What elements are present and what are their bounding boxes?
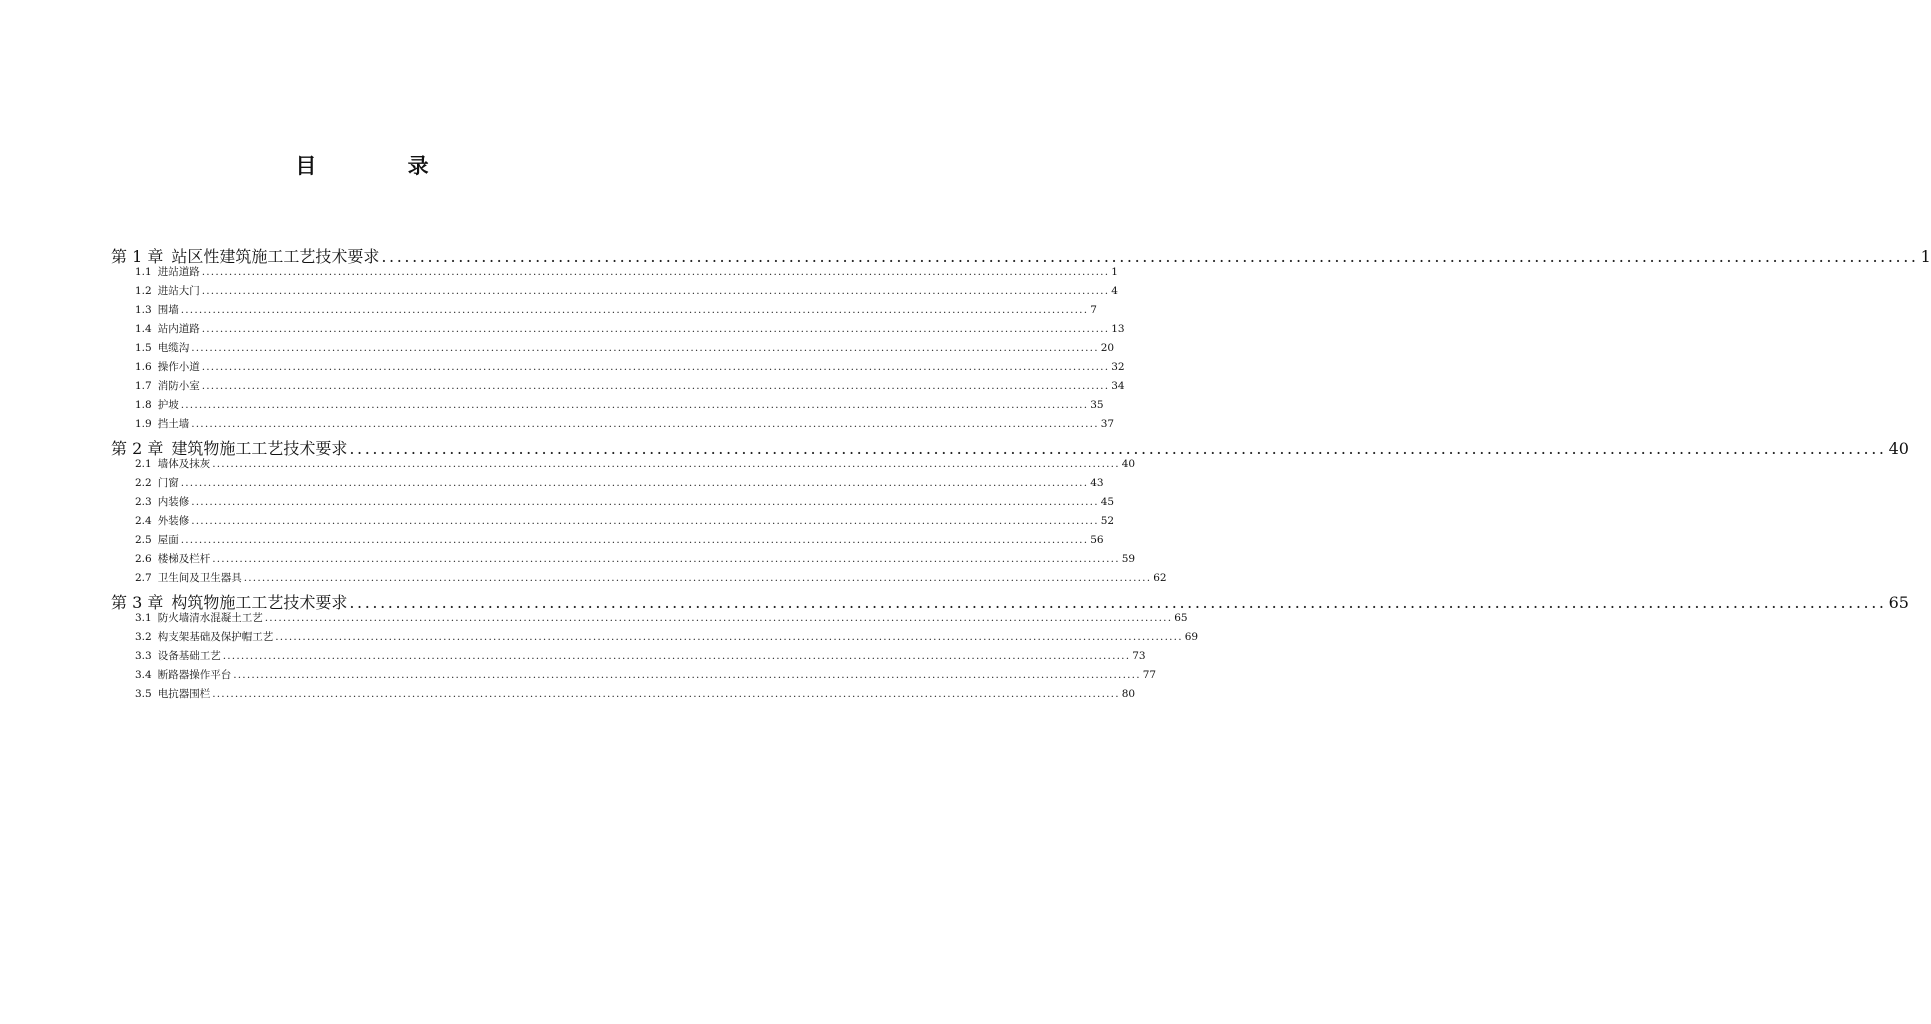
toc-section-entry[interactable] xyxy=(111,416,1115,435)
toc-entry-number: 1.2 xyxy=(135,285,152,297)
toc-chapter-entry[interactable] xyxy=(111,244,1931,266)
dot-leader: ........................................................................................................................................................................................................ xyxy=(349,593,1887,612)
dot-leader: ........................................................................................................................................................................................................ xyxy=(233,669,1141,681)
toc-section-entry[interactable] xyxy=(111,513,1115,532)
toc-entry-number: 1.1 xyxy=(135,266,152,278)
toc-section-entry[interactable] xyxy=(111,283,1118,302)
dot-leader: ........................................................................................................................................................................................................ xyxy=(180,399,1089,411)
toc-entry-label: 设备基础工艺 xyxy=(157,650,221,662)
toc-entry-label: 建筑物施工工艺技术要求 xyxy=(171,439,348,458)
dot-leader: ........................................................................................................................................................................................................ xyxy=(264,612,1173,624)
dot-leader: ........................................................................................................................................................................................................ xyxy=(191,342,1099,354)
dot-leader: ........................................................................................................................................................................................................ xyxy=(201,323,1110,335)
toc-section-entry[interactable] xyxy=(111,321,1125,340)
toc-entry-number: 2.7 xyxy=(135,572,152,584)
toc-entry-number: 第 3 章 xyxy=(111,593,164,612)
dot-leader: ........................................................................................................................................................................................................ xyxy=(275,631,1183,643)
toc-entry-page-number: 40 xyxy=(1888,439,1909,458)
toc-entry-number: 1.9 xyxy=(135,418,152,430)
dot-leader: ........................................................................................................................................................................................................ xyxy=(201,361,1110,373)
dot-leader: ........................................................................................................................................................................................................ xyxy=(381,247,1919,266)
toc-section-entry[interactable] xyxy=(111,648,1146,667)
toc-entry-number: 2.2 xyxy=(135,477,152,489)
toc-entry-number: 2.3 xyxy=(135,496,152,508)
toc-entry-number: 1.6 xyxy=(135,361,152,373)
toc-entry-page-number: 73 xyxy=(1132,650,1146,662)
toc-entry-page-number: 43 xyxy=(1090,477,1104,489)
toc-section-entry[interactable] xyxy=(111,475,1104,494)
toc-entry-page-number: 32 xyxy=(1111,361,1125,373)
toc-section-entry[interactable] xyxy=(111,667,1157,686)
toc-entry-label: 墙体及抹灰 xyxy=(157,458,211,470)
toc-entry-page-number: 77 xyxy=(1142,669,1157,681)
toc-section-entry[interactable] xyxy=(111,340,1115,359)
toc-entry-number: 2.4 xyxy=(135,515,152,527)
toc-section-entry[interactable] xyxy=(111,302,1097,321)
toc-section-entry[interactable] xyxy=(111,686,1136,705)
toc-section-entry[interactable] xyxy=(111,494,1115,513)
toc-entry-number: 3.3 xyxy=(135,650,152,662)
toc-section-entry[interactable] xyxy=(111,378,1125,397)
toc-entry-label: 电缆沟 xyxy=(157,342,190,354)
dot-leader: ........................................................................................................................................................................................................ xyxy=(349,439,1887,458)
toc-entry-number: 1.4 xyxy=(135,323,152,335)
toc-section-entry[interactable] xyxy=(111,570,1167,589)
toc-entry-number: 1.8 xyxy=(135,399,152,411)
toc-section-entry[interactable] xyxy=(111,551,1136,570)
toc-entry-label: 楼梯及栏杆 xyxy=(157,553,211,565)
toc-entry-page-number: 80 xyxy=(1121,688,1136,700)
toc-entry-number: 第 1 章 xyxy=(111,247,164,266)
toc-section-entry[interactable] xyxy=(111,397,1104,416)
dot-leader: ........................................................................................................................................................................................................ xyxy=(180,304,1089,316)
toc-entry-number: 1.3 xyxy=(135,304,152,316)
toc-entry-label: 构支架基础及保护帽工艺 xyxy=(157,631,274,643)
toc-entry-label: 断路器操作平台 xyxy=(157,669,232,681)
toc-entry-label: 站内道路 xyxy=(157,323,200,335)
toc-entry-page-number: 13 xyxy=(1111,323,1125,335)
toc-entry-label: 防火墙清水混凝土工艺 xyxy=(157,612,263,624)
dot-leader: ........................................................................................................................................................................................................ xyxy=(212,553,1120,565)
dot-leader: ........................................................................................................................................................................................................ xyxy=(212,458,1120,470)
dot-leader: ........................................................................................................................................................................................................ xyxy=(212,688,1120,700)
toc-section-entry[interactable] xyxy=(111,532,1104,551)
toc-entry-number: 1.5 xyxy=(135,342,152,354)
dot-leader: ........................................................................................................................................................................................................ xyxy=(201,380,1110,392)
toc-entry-label: 内装修 xyxy=(157,496,190,508)
toc-section-entry[interactable] xyxy=(111,629,1199,648)
toc-entry-page-number: 4 xyxy=(1111,285,1118,297)
toc-title: 目 录 xyxy=(295,153,471,178)
table-of-contents xyxy=(111,243,1931,705)
dot-leader: ........................................................................................................................................................................................................ xyxy=(243,572,1152,584)
toc-entry-label: 门窗 xyxy=(157,477,179,489)
dot-leader: ........................................................................................................................................................................................................ xyxy=(191,418,1099,430)
toc-entry-label: 围墙 xyxy=(157,304,179,316)
toc-entry-page-number: 59 xyxy=(1121,553,1136,565)
toc-entry-number: 3.1 xyxy=(135,612,152,624)
dot-leader: ........................................................................................................................................................................................................ xyxy=(201,266,1110,278)
toc-entry-page-number: 1 xyxy=(1111,266,1118,278)
toc-entry-label: 卫生间及卫生器具 xyxy=(157,572,242,584)
toc-entry-label: 操作小道 xyxy=(157,361,200,373)
toc-entry-page-number: 7 xyxy=(1090,304,1097,316)
toc-entry-page-number: 37 xyxy=(1100,418,1115,430)
toc-entry-page-number: 56 xyxy=(1090,534,1104,546)
toc-entry-page-number: 65 xyxy=(1174,612,1188,624)
toc-entry-label: 护坡 xyxy=(157,399,179,411)
toc-entry-label: 站区性建筑施工工艺技术要求 xyxy=(171,247,380,266)
toc-entry-page-number: 69 xyxy=(1184,631,1199,643)
toc-entry-number: 3.4 xyxy=(135,669,152,681)
toc-entry-number: 3.5 xyxy=(135,688,152,700)
toc-entry-label: 进站大门 xyxy=(157,285,200,297)
toc-chapter-entry[interactable] xyxy=(111,590,1909,612)
toc-entry-label: 屋面 xyxy=(157,534,179,546)
toc-entry-page-number: 20 xyxy=(1100,342,1115,354)
toc-entry-page-number: 45 xyxy=(1100,496,1115,508)
toc-entry-number: 第 2 章 xyxy=(111,439,164,458)
toc-section-entry[interactable] xyxy=(111,610,1188,629)
toc-entry-label: 挡土墙 xyxy=(157,418,190,430)
dot-leader: ........................................................................................................................................................................................................ xyxy=(201,285,1110,297)
toc-section-entry[interactable] xyxy=(111,359,1125,378)
toc-entry-number: 3.2 xyxy=(135,631,152,643)
toc-section-entry[interactable] xyxy=(111,264,1118,283)
toc-section-entry[interactable] xyxy=(111,456,1136,475)
toc-entry-page-number: 1 xyxy=(1920,247,1931,266)
toc-entry-label: 进站道路 xyxy=(157,266,200,278)
toc-entry-number: 1.7 xyxy=(135,380,152,392)
toc-entry-number: 2.6 xyxy=(135,553,152,565)
dot-leader: ........................................................................................................................................................................................................ xyxy=(222,650,1131,662)
toc-entry-label: 外装修 xyxy=(157,515,190,527)
dot-leader: ........................................................................................................................................................................................................ xyxy=(191,496,1099,508)
toc-entry-page-number: 52 xyxy=(1100,515,1115,527)
toc-entry-page-number: 34 xyxy=(1111,380,1125,392)
toc-chapter-entry[interactable] xyxy=(111,436,1909,458)
toc-entry-number: 2.1 xyxy=(135,458,152,470)
toc-entry-page-number: 40 xyxy=(1121,458,1136,470)
dot-leader: ........................................................................................................................................................................................................ xyxy=(180,477,1089,489)
toc-entry-page-number: 35 xyxy=(1090,399,1104,411)
toc-entry-page-number: 65 xyxy=(1888,593,1909,612)
toc-entry-label: 构筑物施工工艺技术要求 xyxy=(171,593,348,612)
toc-entry-label: 电抗器围栏 xyxy=(157,688,211,700)
toc-entry-label: 消防小室 xyxy=(157,380,200,392)
dot-leader: ........................................................................................................................................................................................................ xyxy=(191,515,1099,527)
toc-entry-number: 2.5 xyxy=(135,534,152,546)
toc-entry-page-number: 62 xyxy=(1153,572,1167,584)
dot-leader: ........................................................................................................................................................................................................ xyxy=(180,534,1089,546)
